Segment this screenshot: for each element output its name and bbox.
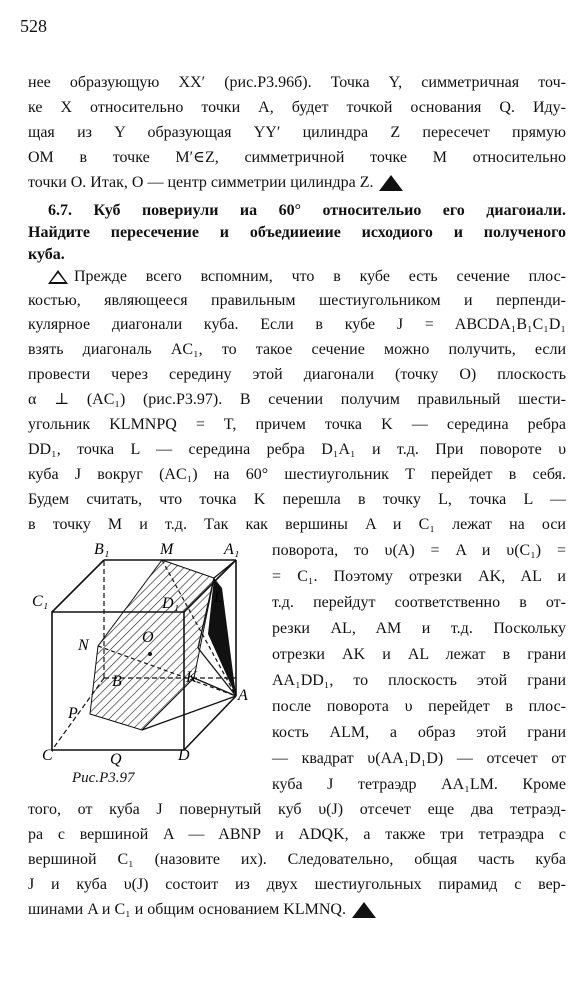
end-of-proof-icon — [379, 175, 403, 191]
label-p: P — [68, 705, 78, 722]
solution-line-7: угольник KLMNPQ = T, причем точка K — середина ребра — [28, 416, 566, 433]
text-line-2: ке X относительно точки A, будет точкой основания Q. Иду- — [28, 99, 566, 116]
solution-line-10: Будем считать, что точка K перешла в точку L, точка L — — [28, 491, 566, 508]
text-line-4: OM в точке M′∈Z, симметричной точке M относительно — [28, 149, 566, 166]
problem-title-2: Найдите пересечение и объедииеиие исходиого и полученого — [28, 224, 566, 241]
side-line-4: резки AL, AM и т.д. Поскольку — [272, 620, 566, 637]
label-q: Q — [110, 751, 122, 768]
bottom-line-4: J и куба υ(J) состоит из двух шестиугольных пирамид с вер- — [28, 876, 566, 893]
end-of-proof-icon — [352, 902, 376, 918]
label-o: O — [142, 629, 154, 646]
solution-line-9: куба J вокруг (AC₁) на 60° шестиугольник T перейдет в себя. — [28, 466, 566, 483]
solution-line-8: DD₁, точка L — середина ребра D₁A₁ и т.д. При повороте υ — [28, 441, 566, 458]
text-line-3: щая из Y образующая YY′ цилиндра Z пересечет прямую — [28, 124, 566, 141]
point-o — [148, 652, 152, 656]
label-c: C — [42, 747, 53, 764]
text-line-1: нее образующую XX′ (рис.Р3.96б). Точка Y, симметричная точ- — [28, 74, 566, 91]
problem-title-3: куба. — [28, 246, 65, 263]
side-line-5: отрезки AK и AL лежат в грани — [272, 646, 566, 663]
solution-line-2: костью, являющееся правильным шестиугольником и перпенди- — [28, 292, 566, 309]
solution-line-1-row — [48, 266, 566, 288]
cube-figure — [18, 538, 272, 790]
label-c1: C₁ — [32, 593, 49, 610]
label-b: B — [112, 673, 122, 690]
side-line-8: кость ALM, а образ этой грани — [272, 724, 566, 741]
side-line-2: = C₁. Поэтому отрезки AK, AL и — [272, 568, 566, 585]
bottom-line-5-row — [28, 899, 566, 921]
label-a: A — [238, 687, 248, 704]
problem-title-1: 6.7. Куб повериули иа 60° относительио его диагоиали. — [48, 202, 566, 219]
label-n: N — [78, 637, 89, 654]
label-a1: A₁ — [224, 541, 240, 558]
side-line-7: после поворота υ перейдет в плос- — [272, 698, 566, 715]
solution-line-6: α ⊥ (AC₁) (рис.Р3.97). В сечении получим правильный шести- — [28, 391, 566, 408]
bottom-line-1: того, от куба J повернутый куб υ(J) отсечет еще два тетраэд- — [28, 801, 566, 818]
solution-line-3: кулярное диагонали куба. Если в кубе J = ABCDA₁B₁C₁D₁ — [28, 316, 566, 333]
solution-line-5: провести через середину этой диагонали (точку O) плоскость — [28, 366, 566, 383]
text-line-5-row — [28, 172, 566, 194]
solution-line-4: взять диагональ AC₁, то такое сечение можно получить, если — [28, 341, 566, 358]
side-line-9: — квадрат υ(AA₁D₁D) — отсечет от — [272, 750, 566, 767]
label-k: K — [186, 669, 197, 686]
bottom-line-5: шинами A и C₁ и общим основанием KLMNQ. — [28, 901, 346, 918]
label-l: L — [214, 589, 223, 606]
label-d: D — [178, 747, 190, 764]
side-line-10: куба J тетраэдр AA₁LM. Кроме — [272, 776, 566, 793]
solution-line-1: Прежде всего вспомним, что в кубе есть сечение плос- — [74, 268, 566, 285]
side-line-3: т.д. перейдут соответственно в от- — [272, 594, 566, 611]
side-line-1: поворота, то υ(A) = A и υ(C₁) = — [272, 542, 566, 559]
label-m: M — [160, 541, 174, 558]
solution-line-11: в точку M и т.д. Так как вершины A и C₁ лежат на оси — [28, 516, 566, 533]
label-d1: D₁ — [162, 595, 180, 612]
bottom-line-2: ра с вершиной A — ABNP и ADQK, а также три тетраэдра с — [28, 826, 566, 843]
text-line-5: точки O. Итак, O — центр симметрии цилиндра Z. — [28, 174, 374, 191]
bottom-line-3: вершиной C₁ (назовите их). Следовательно, общая часть куба — [28, 851, 566, 868]
side-line-6: AA₁DD₁, то плоскость этой грани — [272, 672, 566, 689]
solution-start-icon — [48, 270, 68, 284]
figure-caption: Рис.Р3.97 — [72, 770, 135, 786]
page-number: 528 — [20, 16, 47, 36]
label-b1: B₁ — [94, 541, 110, 558]
